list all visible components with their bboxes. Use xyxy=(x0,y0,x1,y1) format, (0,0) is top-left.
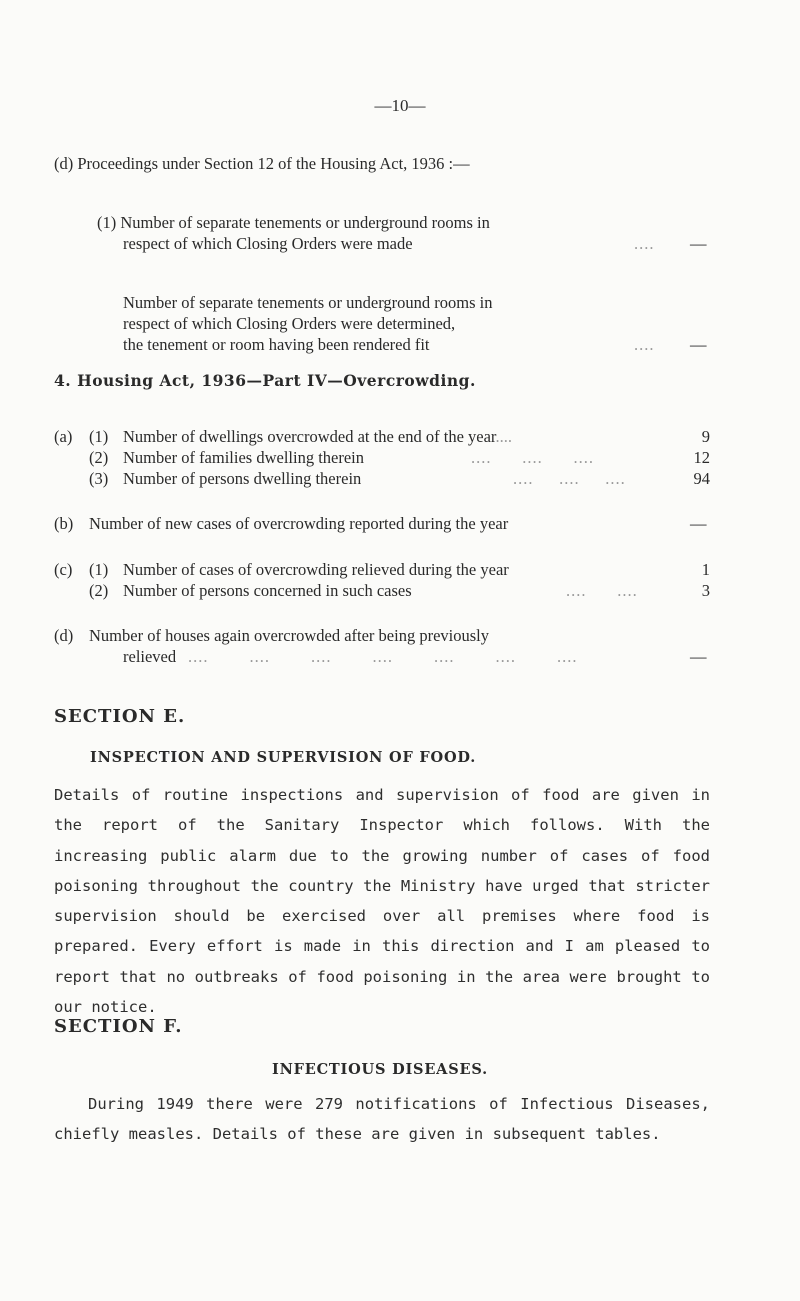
d-label: (d) xyxy=(54,626,74,645)
c-item-2-num: (2) xyxy=(89,581,109,600)
section-f-subtitle: INFECTIOUS DISEASES. xyxy=(272,1061,488,1078)
housing-act-heading: 4. Housing Act, 1936—Part IV—Overcrowding. xyxy=(54,371,476,390)
a-item-2-num: (2) xyxy=(89,448,109,467)
a-item-1-num: (1) xyxy=(89,427,109,446)
section-e-title: SECTION E. xyxy=(54,706,186,727)
a-item-3-text: Number of persons dwelling therein xyxy=(123,469,362,488)
closing-orders-made-line1: (1) Number of separate tenements or underground rooms in xyxy=(97,213,490,232)
closing-orders-determined-value: — xyxy=(690,335,707,354)
c-item-1-value: 1 xyxy=(701,560,710,579)
closing-orders-determined-line1: Number of separate tenements or underground rooms in xyxy=(123,293,493,312)
a-item-2-text: Number of families dwelling therein xyxy=(123,448,365,467)
c-item-2-leader: .... .... xyxy=(566,581,638,600)
a-item-3-leader: .... .... .... xyxy=(513,469,626,488)
closing-orders-made-value: — xyxy=(690,234,707,253)
d-line2: relieved xyxy=(123,647,177,666)
c-item-1-num: (1) xyxy=(89,560,109,579)
a-label: (a) xyxy=(54,427,73,446)
d-leader: .... .... .... .... .... .... .... xyxy=(188,647,578,666)
a-item-1-value: 9 xyxy=(701,427,710,446)
c-item-2-text: Number of persons concerned in such cases xyxy=(123,581,412,600)
d-line1: Number of houses again overcrowded after being previously xyxy=(89,626,489,645)
d-value: — xyxy=(690,647,707,666)
a-item-1-text: Number of dwellings overcrowded at the end of the year.... xyxy=(123,427,512,446)
section-e-paragraph: Details of routine inspections and supervision of food are given in the report of the Sanitary Inspector which follows. With the increasing public alarm due to the growing number of cases of food poisoning throughout the country the Ministry have urged that stricter supervision should be exercised over all premises where food is prepared. Every effort is made in this direction and I am pleased to report that no outbreaks of food poisoning in the area were brought to our notice. xyxy=(54,786,710,1017)
c-item-2-value: 3 xyxy=(701,581,710,600)
section-e-subtitle: INSPECTION AND SUPERVISION OF FOOD. xyxy=(90,749,477,766)
a-item-3-num: (3) xyxy=(89,469,109,488)
a-item-3-value: 94 xyxy=(693,469,710,488)
a-item-2-leader: .... .... .... xyxy=(471,448,594,467)
b-label: (b) xyxy=(54,514,74,533)
closing-orders-determined-line3: the tenement or room having been rendered fit .... xyxy=(123,335,655,354)
b-text: Number of new cases of overcrowding reported during the year xyxy=(89,514,509,533)
section-f-paragraph: During 1949 there were 279 notifications of Infectious Diseases, chiefly measles. Details of these are given in subsequent tables. xyxy=(54,1095,710,1144)
a-item-2-value: 12 xyxy=(693,448,710,467)
c-label: (c) xyxy=(54,560,73,579)
b-value: — xyxy=(690,514,707,533)
section-f-title: SECTION F. xyxy=(54,1016,183,1037)
page-number: —10— xyxy=(374,96,426,115)
closing-orders-determined-line2: respect of which Closing Orders were determined, xyxy=(123,314,456,333)
proceedings-heading: (d) Proceedings under Section 12 of the Housing Act, 1936 :— xyxy=(54,154,470,173)
closing-orders-made-line2: respect of which Closing Orders were made .... xyxy=(123,234,655,253)
c-item-1-text: Number of cases of overcrowding relieved during the year xyxy=(123,560,509,579)
